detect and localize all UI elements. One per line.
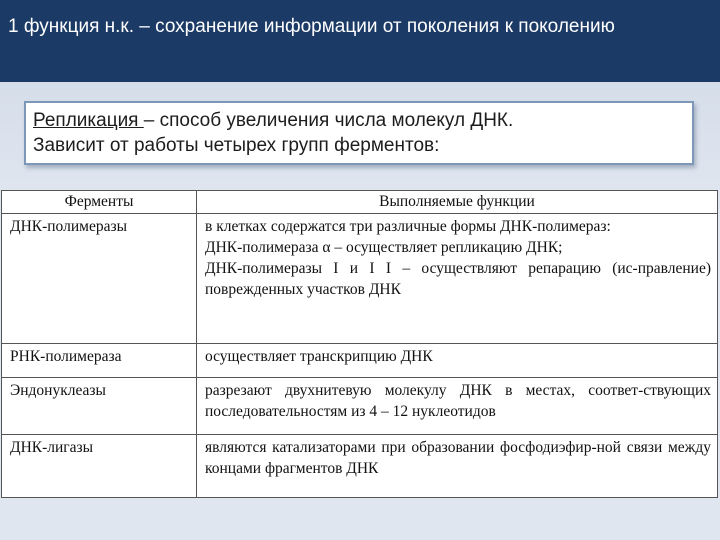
enzyme-cell: ДНК-лигазы (2, 435, 197, 498)
enzyme-table (1, 190, 718, 498)
slide-title: 1 функция н.к. – сохранение информации от поколения к поколению (8, 16, 615, 37)
function-cell (197, 214, 718, 344)
function-line: в клетках содержатся три различные формы ДНК-полимераз: (205, 218, 611, 236)
enzyme-cell: Эндонуклеазы (2, 378, 197, 435)
table-row (2, 343, 718, 377)
function-line: являются катализаторами при образовании фосфодиэфир-ной связи между концами фрагментов ДНК (205, 439, 711, 478)
function-cell (197, 378, 718, 435)
callout-line-2: Зависит от работы четырех групп ферментов: (33, 135, 440, 156)
enzyme-cell: ДНК-полимеразы (2, 214, 197, 344)
table-header-row (2, 191, 718, 214)
table-row (2, 214, 718, 344)
header-enzymes: Ферменты (2, 191, 197, 214)
table-row (2, 435, 718, 498)
table-row (2, 378, 718, 435)
function-cell (197, 343, 718, 377)
definition-text: – способ увеличения числа молекул ДНК. (143, 110, 514, 131)
term-replication: Репликация (33, 110, 144, 131)
function-cell (197, 435, 718, 498)
enzyme-cell: РНК-полимераза (2, 343, 197, 377)
function-line: ДНК-полимеразы I и I I – осуществляют репарацию (ис-правление) поврежденных участков ДНК (205, 260, 711, 299)
function-line: ДНК-полимераза α – осуществляет репликацию ДНК; (205, 239, 563, 257)
title-bar (0, 0, 720, 82)
definition-callout (24, 101, 694, 165)
function-line: разрезают двухнитевую молекулу ДНК в местах, соответ-ствующих последовательностям из 4 – 12 нуклеотидов (205, 382, 711, 421)
header-functions: Выполняемые функции (197, 191, 718, 214)
callout-line-1 (33, 108, 684, 133)
function-line: осуществляет транскрипцию ДНК (205, 347, 433, 365)
